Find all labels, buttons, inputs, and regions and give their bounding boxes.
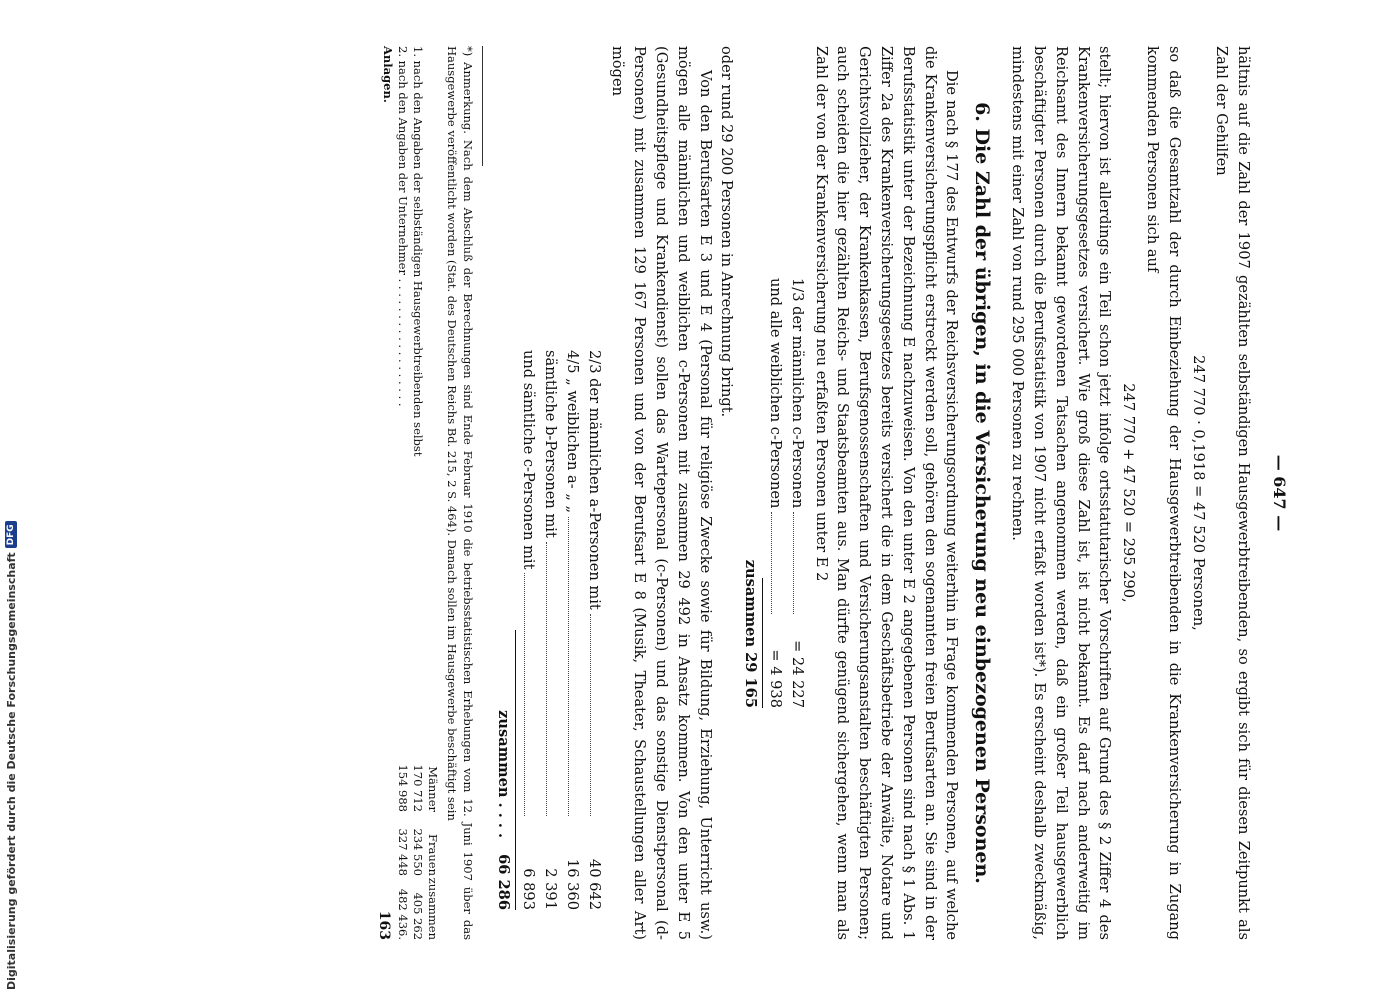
calc-row-label: 2/3 der männlichen a-Personen mit	[585, 350, 603, 610]
dfg-footer	[2, 90, 20, 990]
table-header-cell: Frauen	[425, 834, 440, 876]
section-heading: 6. Die Zahl der übrigen, in die Versicherung neu einbezogenen Personen.	[971, 102, 994, 884]
calc-row-label: 1/3 der männlichen c-Personen	[788, 278, 806, 509]
calc-row-value: 2 391	[542, 868, 560, 910]
document-page	[120, 28, 1290, 958]
paragraph-5: oder rund 29 200 Personen in Anrechnung bringt.	[718, 46, 736, 418]
table-cell: 154 988	[395, 764, 410, 812]
calc-row	[583, 350, 605, 910]
table-cell: 170 712	[410, 764, 425, 812]
calc-row	[561, 350, 583, 910]
calc-row-label: und sämtliche c-Personen mit	[520, 350, 538, 570]
table-header-cell: Männer	[425, 766, 440, 812]
paragraph-6: Von den Berufsarten E 3 und E 4 (Personal für religiöse Zwecke sowie für Bildung, Erziehung, Unterricht usw.) mögen alle männlichen und weiblichen c-Personen mit zusammen 29 492 in Ansatz kommen. Von den unter E 5 (Gesundheitspflege und Krankendienst) sollen das Wartepersonal (c-Personen) und das sonstige Dienstpersonal (d-Personen) mit zusammen 129 167 Personen und von der Berufsart E 8 (Musik, Theater, Schaustellungen aller Art) mögen	[609, 46, 714, 940]
table-header-cell: zusammen	[425, 877, 440, 940]
calc-row-value: = 4 938	[767, 649, 785, 708]
calc-total: zusammen 29 165	[742, 559, 760, 708]
footnote-divider	[482, 46, 483, 166]
table-row	[395, 46, 410, 940]
table-cell: 482 436.	[395, 888, 410, 940]
calc-row	[518, 350, 540, 910]
table-cell: 327 448	[395, 828, 410, 876]
dfg-logo-icon: DFG	[5, 521, 17, 548]
calc-row-label: sämtliche b-Personen mit	[542, 350, 560, 538]
calc-row-label: 4/5 „ weiblichen a- „ „	[563, 350, 581, 514]
calc-total-label: zusammen . . . .	[495, 710, 513, 839]
calc-row-value: 40 642	[585, 858, 603, 910]
paragraph-1: hältnis auf die Zahl der 1907 gezählten selbständigen Hausgewerbtreibenden, so ergibt sich für diesen Zeitpunkt als Zahl der Gehilfen	[1213, 46, 1253, 940]
table-row	[410, 46, 425, 940]
calc-row	[764, 278, 786, 708]
calc-row-value: 6 893	[520, 868, 538, 910]
calc-row	[539, 350, 561, 910]
table-cell: 405 262	[410, 892, 425, 940]
formula-2: 247 770 + 47 520 = 295 290,	[1120, 383, 1138, 603]
sheet-number: 163	[375, 910, 392, 940]
calc-row-value: = 24 227	[788, 640, 806, 708]
formula-1: 247 770 · 0,1918 = 47 520 Personen,	[1189, 355, 1207, 631]
table-header	[425, 46, 440, 940]
calc-total-value: 66 286	[495, 854, 513, 910]
sidebar	[0, 0, 22, 1000]
calculation-list-1	[739, 278, 807, 708]
calc-row	[786, 278, 808, 708]
paragraph-4: Die nach § 177 des Entwurfs der Reichsversicherungsordnung weiterhin in Frage kommenden Personen, auf welche die Krankenversicherungspflicht erstreckt werden soll, gehören den sogenannten freien Berufsarten an. Sie sind in der Berufsstatistik unter der Bezeichnung E nachzuweisen. Von den unter E 2 angegebenen Personen sind nach § 1 Abs. 1 Ziffer 2a des Krankenversicherungsgesetzes bereits versichert die in dem Geschäftsbetriebe der Anwälte, Notare und Gerichtsvollzieher, der Krankenkassen, Berufsgenossenschaften und Versicherungsanstalten beschäftigten Personen; auch scheiden die hier gezählten Reichs- und Staatsbeamten aus. Man dürfte genügend sichergehen, wenn man als Zahl der von der Krankenversicherung neu erfaßten Personen unter E 2	[812, 46, 961, 940]
calculation-list-2	[493, 350, 605, 910]
table-row-label: 1. nach den Angaben der selbständigen Hausgewerbtreibenden selbst	[410, 46, 425, 457]
paragraph-3: stellt; hiervon ist allerdings ein Teil schon jetzt infolge ortsstatutarischer Vorschriften auf Grund des § 2 Ziffer 4 des Krankenversicherungsgesetzes versichert. Wie groß diese Zahl ist, ist nicht bekannt. Es darf nach anderweitig im Reichsamt des Innern bekannt gewordenen Tatsachen angenommen werden, daß ein großer Teil hausgewerblich beschäftigter Personen durch die Berufsstatistik von 1907 nicht erfaßt worden ist*). Es erscheint deshalb zweckmäßig, mindestens mit einer Zahl von rund 295 000 Personen zu rechnen.	[1009, 46, 1114, 940]
table-cell: 234 550	[410, 828, 425, 876]
footnote: *) Anmerkung. Nach dem Abschluß der Berechnungen sind Ende Februar 1910 die betriebsstatistischen Erhebungen vom 12. Juni 1907 über das Hausgewerbe veröffentlicht worden (Stat. des Deutschen Reichs Bd. 215, 2 S. 464). Danach sollen im Hausgewerbe beschäftigt sein	[444, 46, 475, 940]
page-number: — 647 —	[1270, 454, 1289, 532]
appendix-label: Anlagen.	[380, 46, 395, 103]
page-footer	[376, 46, 395, 940]
paragraph-2: so daß die Gesamtzahl der durch Einbeziehung der Hausgewerbtreibenden in die Krankenversicherung in Zugang kommenden Personen sich auf	[1144, 46, 1183, 940]
sum-rule	[762, 578, 763, 708]
calc-total	[493, 350, 515, 910]
footnote-table	[376, 46, 440, 940]
calc-row-label: und alle weiblichen c-Personen	[767, 278, 785, 509]
calc-row-value: 16 360	[563, 858, 581, 910]
sum-rule	[516, 630, 517, 910]
table-row-label: 2. nach den Angaben der Unternehmer . . . . . . . . . . . . . . . . . .	[395, 46, 410, 407]
dfg-footer-text: Digitalisierung gefördert durch die Deutsche Forschungsgemeinschaft	[4, 552, 18, 990]
